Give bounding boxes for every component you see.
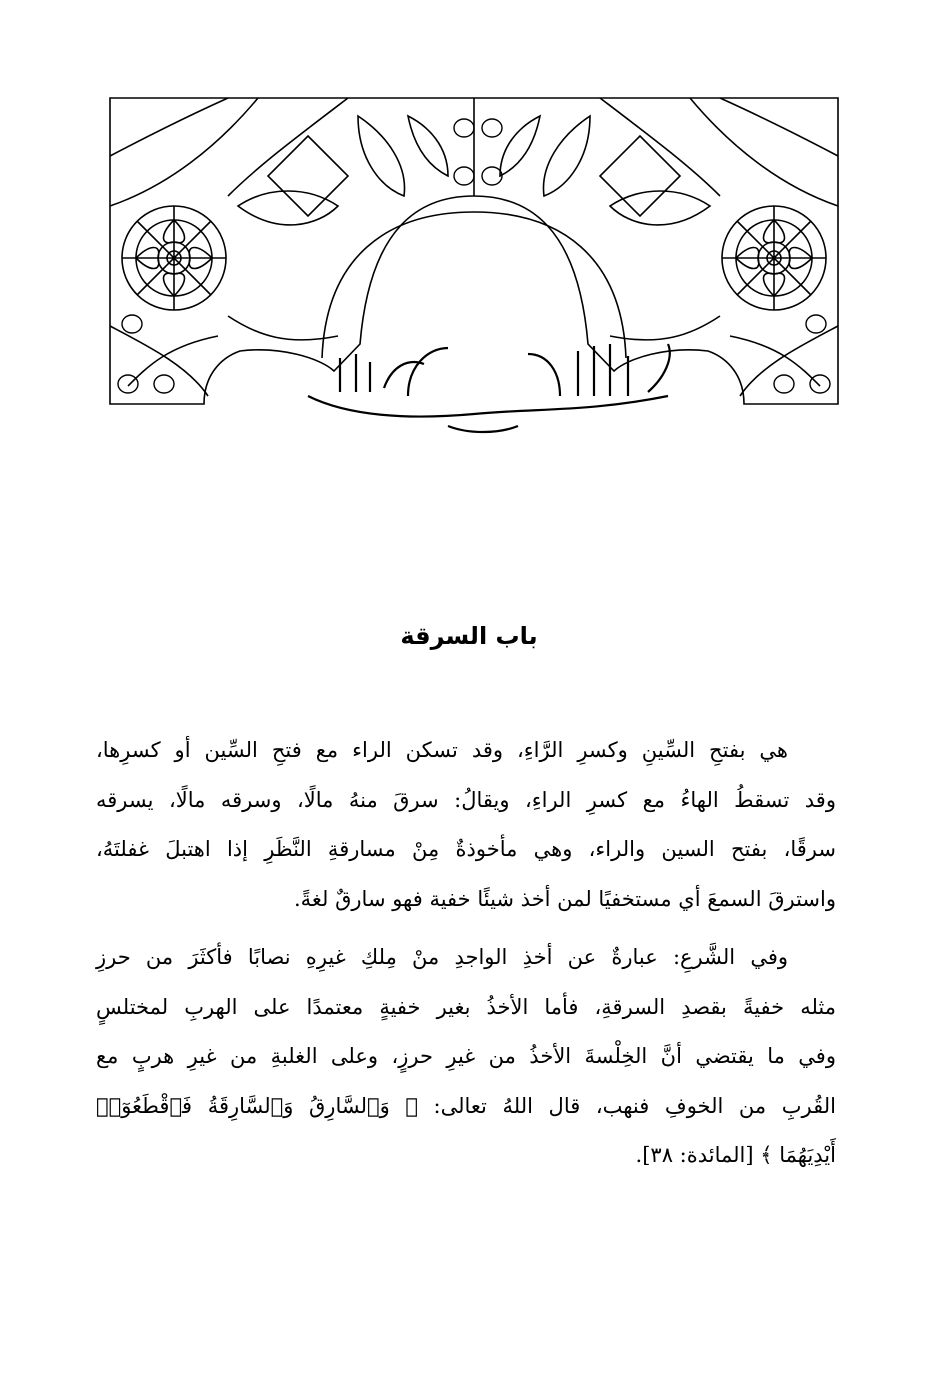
paragraph-line: القُربِ من الخوفِ فنهب، قال اللهُ تعالى: ﴿ وَٱلسَّارِقُ وَٱلسَّارِقَةُ فَٱقْطَعُوٓا۟ — [96, 1093, 836, 1118]
paragraph-line: واسترقَ السمعَ أي مستخفيًا لمن أخذ شيئًا خفية فهو سارقٌ لغةً. — [293, 886, 836, 911]
paragraph-line: مثله خفيةً بقصدِ السرقةِ، فأما الأخذُ بغير خفيةٍ معتمدًا على الهربِ لمختلسٍ — [96, 994, 836, 1019]
paragraph-line: سرقًا، بفتح السين والراء، وهي مأخوذةٌ مِنْ مسارقةِ النَّظَرِ إذا اهتبلَ غفلتَهُ، — [96, 837, 836, 861]
paragraph-line: أَيْدِيَهُمَا ﴾ [المائدة: ٣٨]. — [635, 1143, 836, 1167]
paragraph-line: هي بفتحِ السِّينِ وكسرِ الرَّاءِ، وقد تسكن الراء مع فتحِ السِّين أو كسرِها، — [96, 738, 788, 762]
paragraph-line: وقد تسقطُ الهاءُ مع كسرِ الراءِ، ويقالُ: سرقَ منهُ مالًا، وسرقه مالًا، يسرقه — [96, 787, 836, 812]
paragraph-line: وفي ما يقتضي أنَّ الخِلْسةَ الأخذُ من غيرِ حرزٍ، وعلى الغلبةِ من غيرِ هربٍ مع — [96, 1044, 836, 1068]
chapter-title: باب السرقة — [400, 622, 538, 650]
paragraph-legal-definition — [96, 933, 836, 1181]
paragraph-linguistic-definition — [96, 726, 836, 924]
ornamental-header-frame — [108, 96, 840, 436]
paragraph-line: وفي الشَّرعِ: عبارةٌ عن أخذِ الواجدِ منْ مِلكِ غيرِهِ نصابًا فأكثَرَ من حرزِ — [96, 945, 788, 969]
